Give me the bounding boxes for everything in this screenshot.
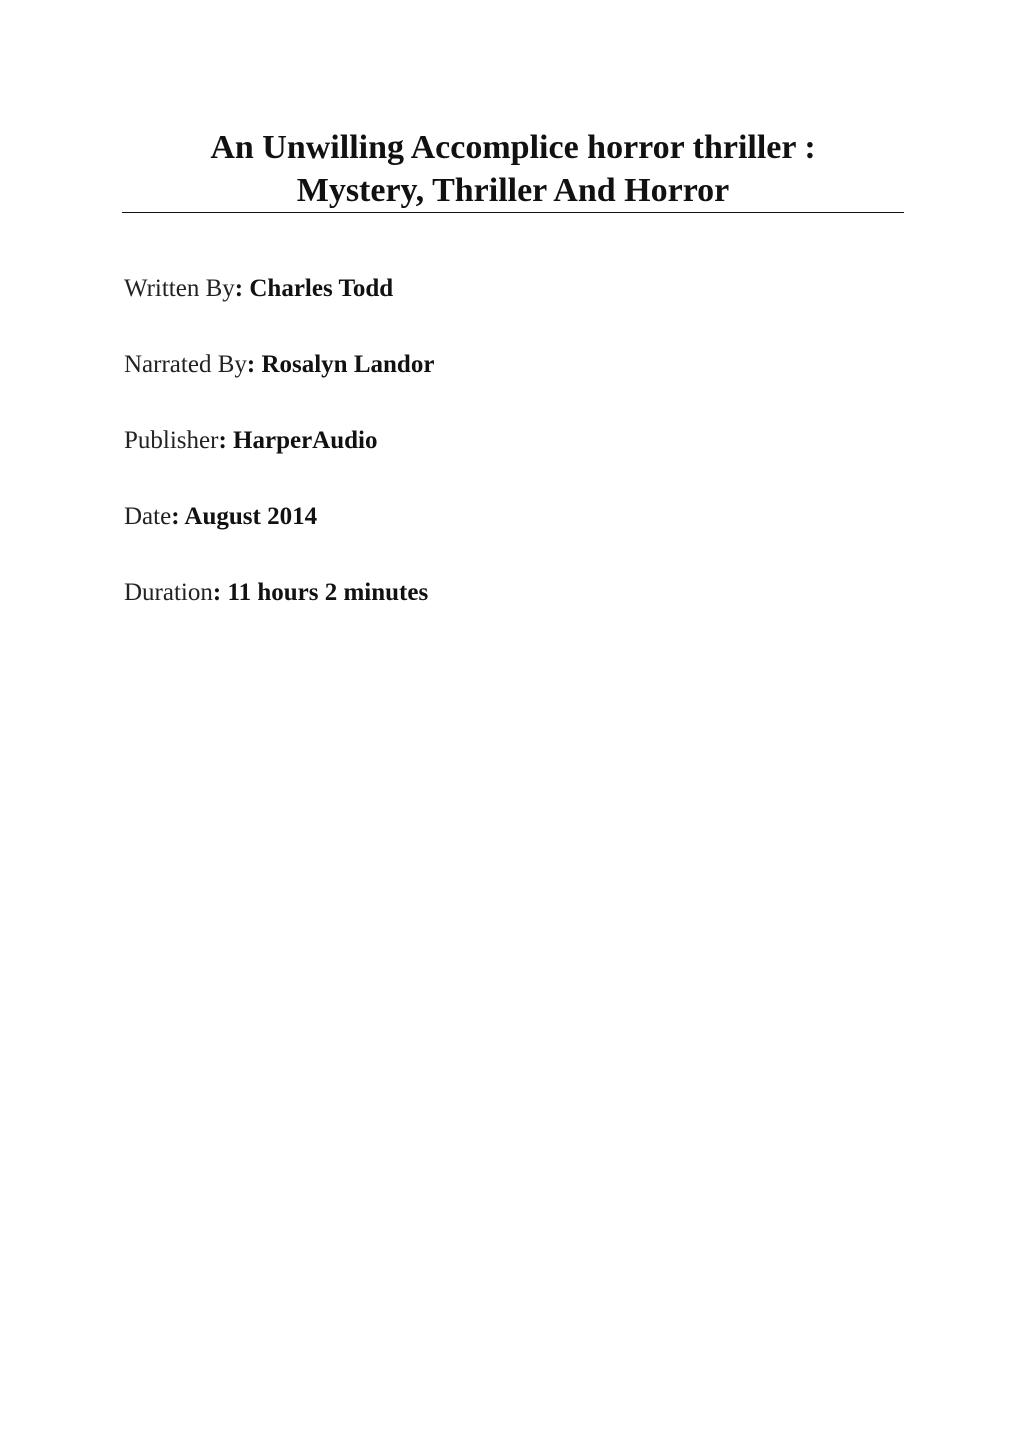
detail-value-narrator: Rosalyn Landor [261,351,435,378]
detail-separator: : [171,503,185,530]
detail-written-by [124,272,434,348]
detail-value-duration: 11 hours 2 minutes [227,579,429,606]
detail-label: Duration [124,579,213,606]
detail-separator: : [212,579,228,606]
detail-separator: : [234,275,250,302]
detail-date [124,500,434,576]
detail-label: Narrated By [124,351,247,378]
title-divider [122,212,904,213]
detail-separator: : [246,351,262,378]
detail-label: Date [124,503,172,530]
detail-value-author: Charles Todd [249,275,394,302]
detail-value-date: August 2014 [184,503,318,530]
detail-label: Written By [124,275,235,302]
detail-duration [124,576,434,652]
detail-publisher [124,424,434,500]
title-line-1: An Unwilling Accomplice horror thriller : [210,129,816,166]
detail-narrated-by [124,348,434,424]
document-title [122,126,904,212]
detail-label: Publisher [124,427,219,454]
book-details [124,272,434,652]
title-line-2: Mystery, Thriller And Horror [296,172,730,209]
detail-separator: : [218,427,234,454]
detail-value-publisher: HarperAudio [233,427,378,454]
